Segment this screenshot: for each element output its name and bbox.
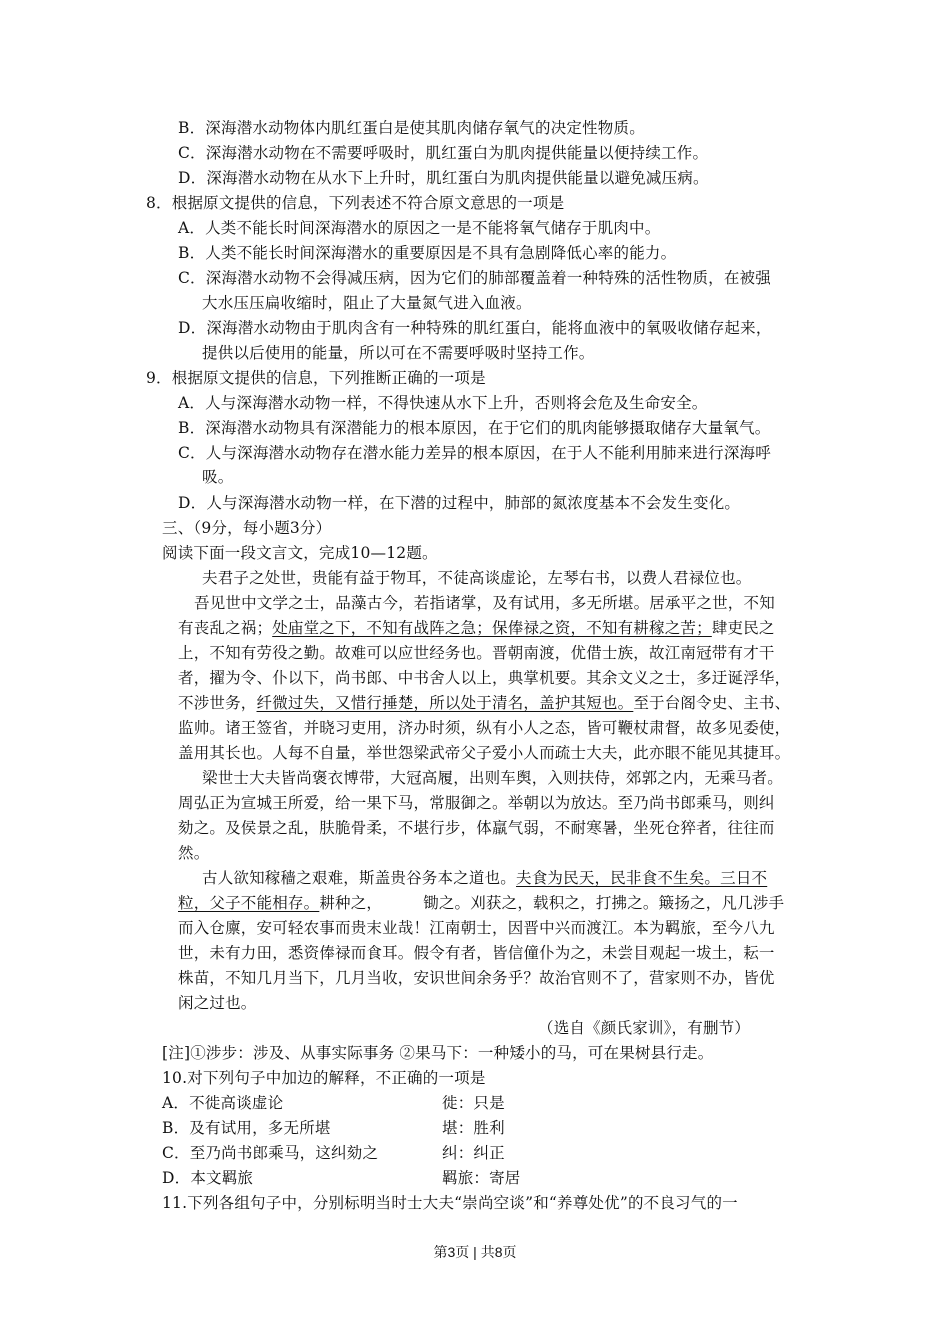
passage-p2-line4: 者，擢为令、仆以下，尚书郎、中书舍人以上，典掌机要。其余文义之士，多迂诞浮华， <box>178 669 791 687</box>
q7-option-d: D．深海潜水动物在从水下上升时，肌红蛋白为肌肉提供能量以避免减压病。 <box>178 169 709 187</box>
q8-option-a: A．人类不能长时间深海潜水的原因之一是不能将氧气储存于肌肉中。 <box>178 219 661 237</box>
passage-source: （选自《颜氏家训》，有删节） <box>538 1019 751 1037</box>
q10-option-b: B．及有试用，多无所堪 <box>162 1119 331 1137</box>
q9-option-a: A．人与深海潜水动物一样，不得快速从水下上升，否则将会危及生命安全。 <box>178 394 708 412</box>
q10-stem: 10.对下列句子中加边的解释，不正确的一项是 <box>162 1069 486 1087</box>
q8-option-b: B．人类不能长时间深海潜水的重要原因是不具有急剧降低心率的能力。 <box>178 244 677 262</box>
passage-p3-line4: 然。 <box>178 844 210 862</box>
passage-text: 古人欲知稼穑之艰难，斯盖贵谷务本之道也。 <box>202 869 517 887</box>
passage-p2-line2 <box>178 618 775 638</box>
passage-text: 肆吏民之 <box>711 619 775 637</box>
q10-option-a: A．不徙高谈虚论 <box>162 1094 284 1112</box>
q9-option-c-line1: C．人与深海潜水动物存在潜水能力差异的根本原因，在于人不能利用肺来进行深海呼 <box>178 444 771 462</box>
q9-option-d: D．人与深海潜水动物一样，在下潜的过程中，肺部的氮浓度基本不会发生变化。 <box>178 494 741 512</box>
q10-option-c-gloss: 纠：纠正 <box>442 1144 505 1162</box>
q8-stem: 8．根据原文提供的信息，下列表述不符合原文意思的一项是 <box>146 194 565 212</box>
q7-option-b: B．深海潜水动物体内肌红蛋白是使其肌肉储存氧气的决定性物质。 <box>178 119 645 137</box>
passage-p2-line6: 监帅。诸王签省，并晓习吏用，济办时须，纵有小人之态，皆可鞭杖肃督，故多见委使， <box>178 719 791 737</box>
passage-text: 耕种之， 锄之。刈获之，载积之，打拂之。簸扬之，凡几涉手 <box>319 894 785 912</box>
q9-option-c-line2: 吸。 <box>202 468 234 486</box>
passage-text: 至于台阁令史、主书、 <box>633 694 791 712</box>
q11-stem: 11.下列各组句子中，分别标明当时士大夫“崇尚空谈”和“养尊处优”的不良习气的一 <box>162 1194 738 1212</box>
section3-title: 三、（9分，每小题3分） <box>162 519 332 537</box>
q9-stem: 9．根据原文提供的信息，下列推断正确的一项是 <box>146 369 486 387</box>
q10-option-a-gloss: 徙：只是 <box>442 1094 505 1112</box>
passage-p4-line3: 而入仓廪，安可轻农事而贵末业哉！江南朝士，因晋中兴而渡江。本为羁旅，至今八九 <box>178 919 775 937</box>
passage-p4-line4: 世，未有力田，悉资俸禄而食耳。假令有者，皆信僮仆为之，未尝目观起一坺土，耘一 <box>178 944 775 962</box>
passage-p3-line2: 周弘正为宣城王所爱，给一果下马，常服御之。举朝以为放达。至乃尚书郎乘马，则纠 <box>178 794 775 812</box>
passage-p4-line5: 株苗，不知几月当下，几月当收，安识世间余务乎？故治官则不了，营家则不办，皆优 <box>178 969 775 987</box>
q10-option-d-gloss: 羁旅：寄居 <box>442 1169 521 1187</box>
underlined-sentence: 夫食为民天，民非食不生矣。三日不 <box>516 869 768 887</box>
passage-p2-line1: 吾见世中文学之士，品藻古今，若指诸掌，及有试用，多无所堪。居承平之世，不知 <box>194 594 775 612</box>
q7-option-c: C．深海潜水动物在不需要呼吸时，肌红蛋白为肌肉提供能量以便持续工作。 <box>178 144 709 162</box>
passage-p4-line2 <box>178 893 784 913</box>
passage-text: 有丧乱之祸； <box>178 619 273 637</box>
q10-option-c: C．至乃尚书郎乘马，这纠劾之 <box>162 1144 379 1162</box>
underlined-sentence: 纤微过失，又惜行捶楚，所以处于清名，盖护其短也。 <box>256 694 634 712</box>
q10-option-d: D．本文羁旅 <box>162 1169 254 1187</box>
underlined-sentence: 处庙堂之下，不知有战阵之急；保俸禄之资，不知有耕稼之苦； <box>272 619 712 637</box>
passage-p3-line3: 劾之。及侯景之乱，肤脆骨柔，不堪行步，体羸气弱，不耐寒暑，坐死仓猝者，往往而 <box>178 819 775 837</box>
q8-option-d-line1: D．深海潜水动物由于肌肉含有一种特殊的肌红蛋白，能将血液中的氧吸收储存起来， <box>178 319 772 337</box>
passage-p4-line1 <box>202 868 767 888</box>
underlined-sentence: 粒，父子不能相存。 <box>178 894 320 912</box>
section3-instruction: 阅读下面一段文言文，完成10—12题。 <box>162 544 438 562</box>
q8-option-c-line2: 大水压压扁收缩时，阻止了大量氮气进入血液。 <box>202 294 532 312</box>
passage-p1: 夫君子之处世，贵能有益于物耳，不徒高谈虚论，左琴右书，以费人君禄位也。 <box>202 569 752 587</box>
page-footer: 第3页 | 共8页 <box>433 1244 517 1260</box>
q9-option-b: B．深海潜水动物具有深潜能力的根本原因，在于它们的肌肉能够摄取储存大量氧气。 <box>178 419 771 437</box>
passage-p3-line1: 梁世士大夫皆尚褒衣博带，大冠高履，出则车舆，入则扶侍，郊郭之内，无乘马者。 <box>202 769 783 787</box>
annotation-note: [注]①涉步：涉及、从事实际事务 ②果马下：一种矮小的马，可在果树县行走。 <box>162 1044 714 1062</box>
passage-p4-line6: 闲之过也。 <box>178 994 257 1012</box>
q10-option-b-gloss: 堪：胜利 <box>442 1119 505 1137</box>
passage-p2-line3: 上，不知有劳役之勤。故难可以应世经务也。晋朝南渡，优借士族，故江南冠带有才干 <box>178 644 775 662</box>
passage-p2-line5 <box>178 693 790 713</box>
q8-option-d-line2: 提供以后使用的能量，所以可在不需要呼吸时坚持工作。 <box>202 344 595 362</box>
passage-p2-line7: 盖用其长也。人每不自量，举世怨梁武帝父子爱小人而疏士大夫，此亦眼不能见其捷耳。 <box>178 744 791 762</box>
q8-option-c-line1: C．深海潜水动物不会得减压病，因为它们的肺部覆盖着一种特殊的活性物质，在被强 <box>178 269 771 287</box>
passage-text: 不涉世务， <box>178 694 257 712</box>
